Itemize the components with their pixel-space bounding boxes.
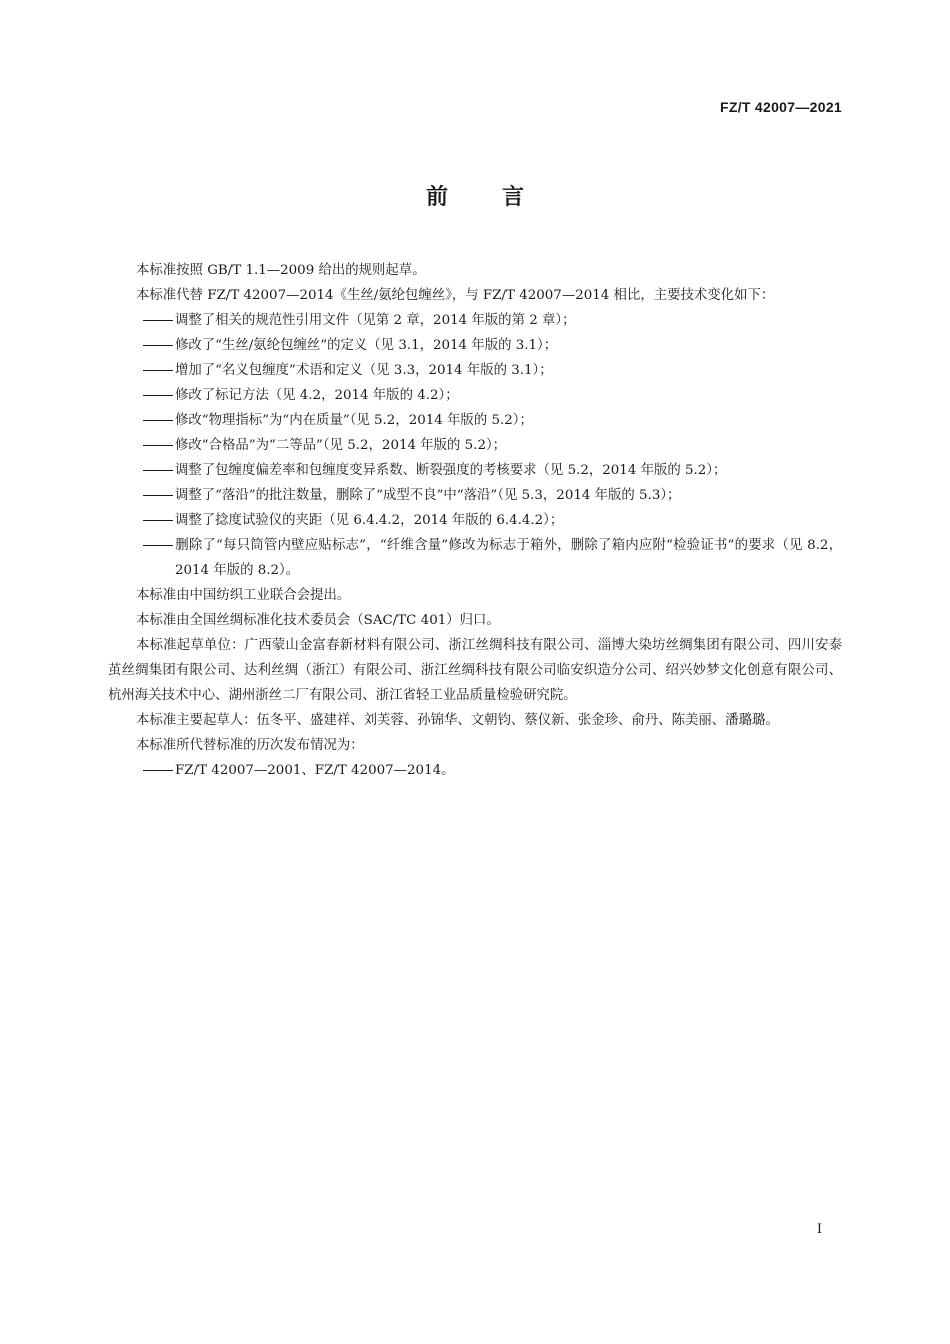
dash-mark (143, 483, 175, 508)
dash-mark (143, 458, 175, 483)
foreword-body (108, 258, 842, 783)
dash-mark (143, 758, 175, 783)
dash-mark (143, 333, 175, 358)
dash-mark (143, 408, 175, 433)
paragraph-replaces: 本标准代替 FZ/T 42007—2014《生丝/氨纶包缠丝》，与 FZ/T 42007—2014 相比，主要技术变化如下： (136, 288, 775, 303)
paragraph-under-jurisdiction: 本标准由全国丝绸标准化技术委员会（SAC/TC 401）归口。 (136, 613, 500, 628)
change-item: 修改了“生丝/氨纶包缠丝”的定义（见 3.1，2014 年版的 3.1）； (108, 333, 842, 358)
page-title: 前言 (425, 185, 578, 210)
change-item: 调整了捻度试验仪的夹距（见 6.4.4.2，2014 年版的 6.4.4.2）； (108, 508, 842, 533)
change-item: 删除了“每只筒管内壁应贴标志”，“纤维含量”修改为标志于箱外，删除了箱内应附“检验证书”的要求（见 8.2，2014 年版的 8.2）。 (108, 533, 842, 583)
change-item: 调整了“落沿”的批注数量，删除了“成型不良”中“落沿”（见 5.3，2014 年版的 5.3）； (108, 483, 842, 508)
change-item: 修改“物理指标”为“内在质量”（见 5.2，2014 年版的 5.2）； (108, 408, 842, 433)
paragraph-drafters: 本标准主要起草人：伍冬平、盛建祥、刘芙蓉、孙锦华、文朝钧、蔡仪新、张金珍、俞丹、陈美丽、潘璐璐。 (136, 713, 779, 728)
dash-mark (143, 308, 175, 333)
change-item: 调整了包缠度偏差率和包缠度变异系数、断裂强度的考核要求（见 5.2，2014 年版的 5.2）； (108, 458, 842, 483)
dash-mark (143, 433, 175, 458)
change-item: 修改“合格品”为“二等品”（见 5.2，2014 年版的 5.2）； (108, 433, 842, 458)
change-item: 修改了标记方法（见 4.2，2014 年版的 4.2）； (108, 383, 842, 408)
page-number: I (816, 1222, 822, 1237)
dash-mark (143, 533, 175, 558)
dash-mark (143, 383, 175, 408)
standard-number: FZ/T 42007—2021 (719, 99, 842, 115)
paragraph-history-intro: 本标准所代替标准的历次发布情况为： (136, 738, 364, 753)
change-item: 调整了相关的规范性引用文件（见第 2 章，2014 年版的第 2 章）； (108, 308, 842, 333)
change-item: 增加了“名义包缠度”术语和定义（见 3.3，2014 年版的 3.1）； (108, 358, 842, 383)
paragraph-drafting-units: 本标准起草单位：广西蒙山金富春新材料有限公司、浙江丝绸科技有限公司、淄博大染坊丝绸集团有限公司、四川安泰茧丝绸集团有限公司、达利丝绸（浙江）有限公司、浙江丝绸科技有限公司临安织造分公司、绍兴妙梦文化创意有限公司、杭州海关技术中心、湖州浙丝二厂有限公司、浙江省轻工业品质量检验研究院。 (108, 638, 842, 703)
paragraph-proposed-by: 本标准由中国纺织工业联合会提出。 (136, 588, 351, 603)
dash-mark (143, 358, 175, 383)
history-item: FZ/T 42007—2001、FZ/T 42007—2014。 (108, 758, 842, 783)
dash-mark (143, 508, 175, 533)
paragraph-drafting-rules: 本标准按照 GB/T 1.1—2009 给出的规则起草。 (136, 263, 426, 278)
